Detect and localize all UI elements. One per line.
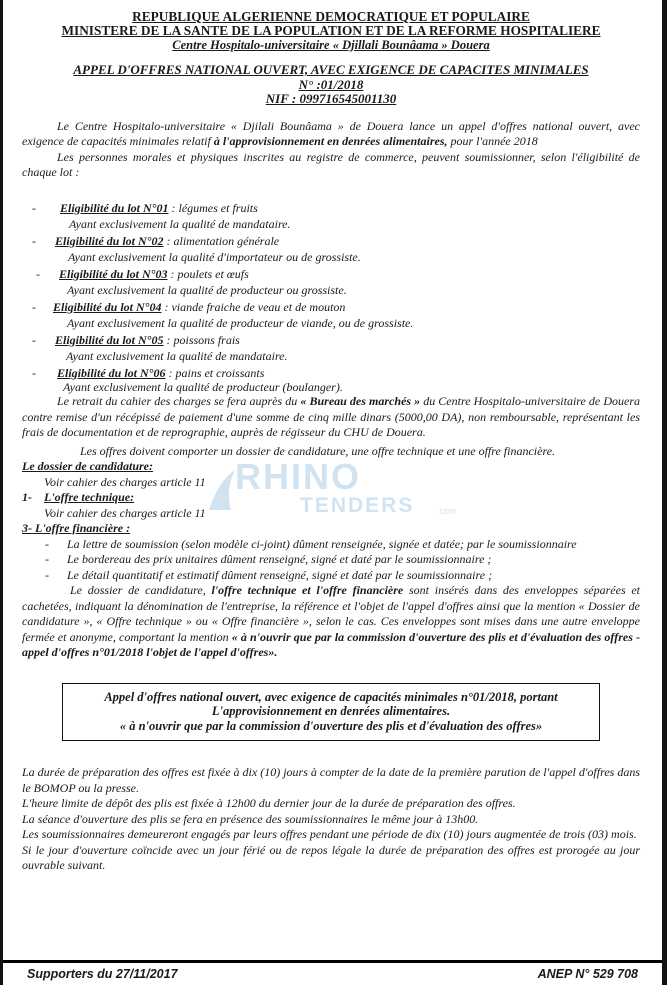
right-border bbox=[662, 0, 667, 985]
lot-requirement: Ayant exclusivement la qualité de mandataire. bbox=[69, 217, 291, 231]
section-technique-number: 1- bbox=[22, 490, 32, 504]
lot-label: Eligibilité du lot N°06 bbox=[57, 365, 166, 380]
lot-item bbox=[22, 365, 640, 382]
lot-item bbox=[22, 299, 640, 316]
watermark-suffix: .com bbox=[437, 506, 457, 516]
lot-label: Eligibilité du lot N°01 bbox=[60, 200, 169, 215]
footer-anep-number: ANEP N° 529 708 bbox=[537, 967, 638, 981]
envelopes-text-bold: l'offre technique et l'offre financière bbox=[211, 583, 404, 597]
footer-publication: Supporters du 27/11/2017 bbox=[27, 967, 178, 981]
lot-label: Eligibilité du lot N°04 bbox=[53, 299, 162, 314]
section-technique-heading: L'offre technique: bbox=[44, 490, 135, 504]
withdrawal-office: « Bureau des marchés » bbox=[300, 394, 421, 408]
eligibility-intro: Les personnes morales et physiques inscrites au registre de commerce, peuvent soumissionner, selon l'éligibilité de chaque lot : bbox=[22, 149, 640, 179]
financiere-item bbox=[45, 568, 640, 584]
final-paragraph: L'heure limite de dépôt des plis est fixée à 12h00 du dernier jour de la durée de préparation des offres. bbox=[22, 796, 516, 810]
intro-text-c: pour l'année 2018 bbox=[447, 134, 538, 148]
financiere-item-text: Le détail quantitatif et estimatif dûment renseigné, signé et daté par le soumissionnaire ; bbox=[67, 567, 493, 582]
intro-text-a: Le Centre Hospitalo-universitaire « Djilali Bounâama » de Douera lance un appel d'offres national ouvert, avec exigence de capacités minimales relatif bbox=[22, 118, 640, 148]
bullet-dash: - bbox=[45, 567, 49, 582]
intro-paragraph bbox=[22, 119, 640, 150]
lot-requirement: Ayant exclusivement la qualité de producteur (boulanger). bbox=[63, 380, 343, 394]
lot-label: Eligibilité du lot N°05 bbox=[55, 332, 164, 347]
lot-desc: : pains et croissants bbox=[165, 365, 265, 380]
withdrawal-text-c: du Centre Hospitalo-universitaire de Douera contre remise d'un récépissé de paiement d'une somme de cinq mille dinars (5000,00 DA), non remboursable, représentant les frais de documentation et de reprographie, auprès de régisseur du CHU de Douera. bbox=[22, 394, 641, 439]
financiere-item bbox=[45, 537, 640, 553]
lots-list bbox=[22, 200, 640, 395]
envelopes-mention: « à n'ouvrir que par la commission d'ouverture des plis et d'évaluation des offres - appel d'offres n°01/2018 l'objet de l'appel d'offres». bbox=[22, 629, 640, 659]
lot-requirement: Ayant exclusivement la qualité d'importateur ou de grossiste. bbox=[68, 250, 361, 264]
tender-title: APPEL D'OFFRES NATIONAL OUVERT, AVEC EXIGENCE DE CAPACITES MINIMALES bbox=[73, 62, 589, 77]
tender-number: N° :01/2018 bbox=[298, 76, 364, 92]
header-ministry: MINISTERE DE LA SANTE DE LA POPULATION ET DE LA REFORME HOSPITALIERE bbox=[61, 23, 601, 38]
box-line-2: L'approvisionnement en denrées alimentaires. bbox=[211, 704, 451, 718]
lot-desc: : viande fraiche de veau et de mouton bbox=[161, 299, 346, 314]
tender-nif: NIF : 099716545001130 bbox=[265, 91, 397, 106]
financiere-item-text: Le bordereau des prix unitaires dûment renseigné, signé et daté par le soumissionnaire ; bbox=[67, 552, 492, 566]
footer-bar bbox=[3, 960, 662, 988]
bullet-dash: - bbox=[45, 552, 49, 566]
lot-desc: : poulets et œufs bbox=[167, 266, 249, 281]
lot-label: Eligibilité du lot N°03 bbox=[59, 266, 168, 281]
watermark-big: RHINO bbox=[235, 456, 361, 497]
header-hospital: Centre Hospitalo-universitaire « Djillali Bounâama » Douera bbox=[172, 38, 490, 52]
box-line-3: « à n'ouvrir que par la commission d'ouverture des plis et d'évaluation des offres» bbox=[119, 718, 543, 733]
final-paragraph: La séance d'ouverture des plis se fera en présence des soumissionnaires le même jour à 13h00. bbox=[22, 811, 479, 826]
section-candidature-heading: Le dossier de candidature: bbox=[22, 459, 153, 473]
lot-desc: : poissons frais bbox=[163, 332, 240, 347]
envelopes-text-a: Le dossier de candidature, bbox=[70, 583, 212, 597]
lot-requirement: Ayant exclusivement la qualité de producteur de viande, ou de grossiste. bbox=[67, 316, 414, 330]
bullet-dash: - bbox=[45, 536, 49, 551]
tender-document bbox=[22, 10, 640, 874]
lot-dash: - bbox=[32, 299, 36, 314]
envelope-label-box bbox=[62, 683, 600, 742]
lot-desc: : alimentation générale bbox=[163, 233, 280, 248]
lot-item bbox=[22, 200, 640, 217]
final-paragraph: La durée de préparation des offres est fixée à dix (10) jours à compter de la date de la première parution de l'appel d'offres dans le BOMOP ou la presse. bbox=[22, 765, 640, 795]
section-candidature-text: Voir cahier des charges article 11 bbox=[44, 474, 206, 489]
lot-desc: : légumes et fruits bbox=[168, 200, 258, 215]
offers-intro: Les offres doivent comporter un dossier de candidature, une offre technique et une offre financière. bbox=[80, 443, 556, 458]
intro-text-bold: à l'approvisionnement en denrées alimentaires, bbox=[213, 134, 448, 148]
lot-dash: - bbox=[32, 233, 36, 248]
section-technique-text: Voir cahier des charges article 11 bbox=[44, 505, 206, 520]
lot-requirement: Ayant exclusivement la qualité de producteur ou grossiste. bbox=[67, 283, 347, 297]
header-republic: REPUBLIQUE ALGERIENNE DEMOCRATIQUE ET POPULAIRE bbox=[132, 9, 530, 24]
final-paragraph: Si le jour d'ouverture coïncide avec un jour férié ou de repos légale la durée de préparation des offres est prorogée au jour ouvrable suivant. bbox=[22, 842, 640, 872]
envelopes-paragraph bbox=[22, 583, 640, 661]
section-technique-heading-line bbox=[22, 490, 640, 506]
lot-dash: - bbox=[32, 200, 36, 215]
lot-dash: - bbox=[32, 365, 36, 380]
section-financiere-heading: 3- L'offre financière : bbox=[22, 521, 131, 535]
lot-dash: - bbox=[36, 266, 40, 281]
left-border bbox=[0, 0, 3, 985]
lot-item bbox=[22, 266, 640, 283]
financiere-item bbox=[45, 552, 640, 568]
lot-item bbox=[22, 233, 640, 250]
lot-item bbox=[22, 332, 640, 349]
watermark-small: TENDERS bbox=[300, 494, 415, 517]
lot-requirement: Ayant exclusivement la qualité de mandataire. bbox=[66, 349, 288, 363]
lot-dash: - bbox=[32, 332, 36, 347]
financiere-item-text: La lettre de soumission (selon modèle ci-joint) dûment renseignée, signée et datée; par le soumissionnaire bbox=[67, 536, 577, 551]
withdrawal-text-a: Le retrait du cahier des charges se fera auprès du bbox=[57, 394, 301, 408]
final-paragraph: Les soumissionnaires demeureront engagés par leurs offres pendant une période de dix (10) jours augmentée de trois (03) mois. bbox=[22, 827, 637, 841]
envelopes-text-c: sont insérés dans des enveloppes séparées et cachetées, indiquant la dénomination de l'entreprise, la référence et l'objet de l'appel d'offres ainsi que la mention « Dossier de candidature », « Offre technique » ou « Offre financière », selon le cas. Ces enveloppes sont mises dans une autre enveloppe fermée et anonyme, comportant la mention bbox=[22, 583, 641, 644]
box-line-1: Appel d'offres national ouvert, avec exigence de capacités minimales n°01/2018, portant bbox=[104, 689, 558, 704]
lot-label: Eligibilité du lot N°02 bbox=[55, 233, 164, 248]
withdrawal-paragraph bbox=[22, 394, 640, 441]
